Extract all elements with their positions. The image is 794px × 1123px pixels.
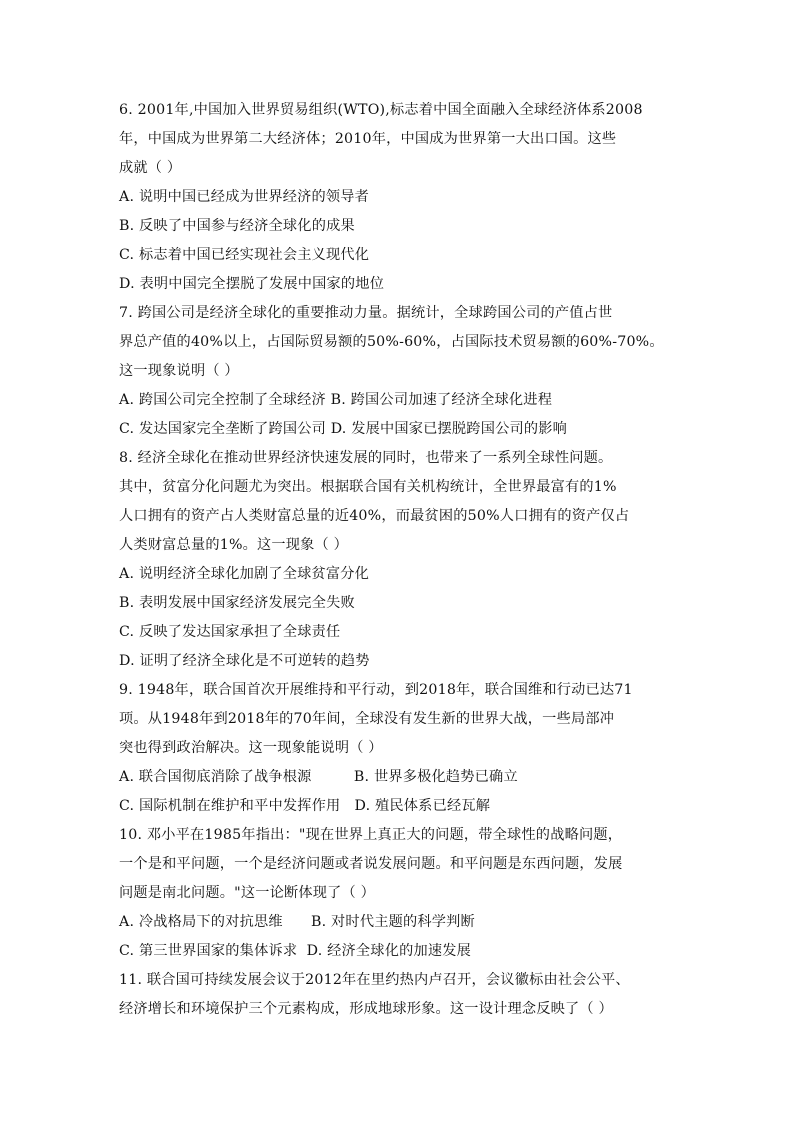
text-line: 项。从1948年到2018年的70年间，全球没有发生新的世界大战，一些局部冲 (119, 711, 615, 727)
text-line: 成就（ ） (119, 160, 182, 176)
document-body (119, 96, 689, 1024)
text-line: C. 第三世界国家的集体诉求 D. 经济全球化的加速发展 (119, 943, 472, 959)
text-line: 人类财富总量的1%。这一现象（ ） (119, 537, 349, 553)
text-line: C. 反映了发达国家承担了全球责任 (119, 624, 341, 640)
text-line: D. 表明中国完全摆脱了发展中国家的地位 (119, 276, 385, 292)
text-line: C. 发达国家完全垄断了跨国公司 D. 发展中国家已摆脱跨国公司的影响 (119, 421, 568, 437)
text-line: B. 表明发展中国家经济发展完全失败 (119, 595, 355, 611)
text-line: 问题是南北问题。"这一论断体现了（ ） (119, 885, 376, 901)
text-line: 突也得到政治解决。这一现象能说明（ ） (119, 740, 383, 756)
text-line: 6. 2001年,中国加入世界贸易组织(WTO),标志着中国全面融入全球经济体系2008 (119, 102, 643, 118)
text-line: D. 证明了经济全球化是不可逆转的趋势 (119, 653, 370, 669)
text-line: 界总产值的40%以上，占国际贸易额的50%-60%，占国际技术贸易额的60%-70%。 (119, 334, 664, 350)
text-line: 这一现象说明（ ） (119, 363, 239, 379)
text-line: 一个是和平问题，一个是经济问题或者说发展问题。和平问题是东西问题，发展 (119, 856, 623, 872)
text-line: A. 说明中国已经成为世界经济的领导者 (119, 189, 370, 205)
text-line: 8. 经济全球化在推动世界经济快速发展的同时，也带来了一系列全球性问题。 (119, 450, 613, 466)
text-line: 其中，贫富分化问题尤为突出。根据联合国有关机构统计，全世界最富有的1% (119, 479, 617, 495)
text-line: 经济增长和环境保护三个元素构成，形成地球形象。这一设计理念反映了（ ） (119, 1001, 613, 1017)
text-line: 9. 1948年，联合国首次开展维持和平行动，到2018年，联合国维和行动已达71 (119, 682, 633, 698)
text-line: B. 反映了中国参与经济全球化的成果 (119, 218, 355, 234)
text-line: A. 冷战格局下的对抗思维 B. 对时代主题的科学判断 (119, 914, 475, 930)
text-line: 10. 邓小平在1985年指出："现在世界上真正大的问题，带全球性的战略问题， (119, 827, 623, 843)
text-line: 年，中国成为世界第二大经济体；2010年，中国成为世界第一大出口国。这些 (119, 131, 617, 147)
text-line: A. 联合国彻底消除了战争根源 B. 世界多极化趋势已确立 (119, 769, 518, 785)
text-line: C. 国际机制在维护和平中发挥作用 D. 殖民体系已经瓦解 (119, 798, 491, 814)
text-line: C. 标志着中国已经实现社会主义现代化 (119, 247, 370, 263)
text-line: 人口拥有的资产占人类财富总量的近40%，而最贫困的50%人口拥有的资产仅占 (119, 508, 630, 524)
text-line: 11. 联合国可持续发展会议于2012年在里约热内卢召开，会议徽标由社会公平、 (119, 972, 630, 988)
text-line: 7. 跨国公司是经济全球化的重要推动力量。据统计，全球跨国公司的产值占世 (119, 305, 613, 321)
text-line: A. 跨国公司完全控制了全球经济 B. 跨国公司加速了经济全球化进程 (119, 392, 553, 408)
text-line: A. 说明经济全球化加剧了全球贫富分化 (119, 566, 370, 582)
